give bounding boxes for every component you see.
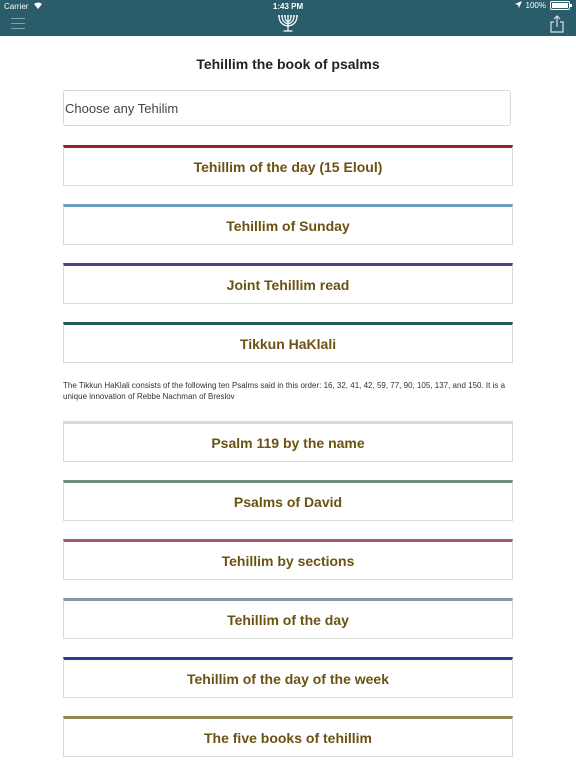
menu-button-label: The five books of tehillim	[203, 729, 373, 746]
share-icon[interactable]	[550, 15, 564, 33]
menu-button[interactable]	[63, 598, 513, 639]
menorah-logo-icon	[276, 14, 300, 34]
menu-button[interactable]	[63, 204, 513, 245]
menu-button[interactable]	[63, 322, 513, 363]
hamburger-menu-icon[interactable]	[11, 18, 25, 30]
menu-button-label: Tehillim by sections	[221, 552, 355, 569]
battery-percent: 100%	[525, 1, 546, 10]
menu-button-label: Joint Tehillim read	[226, 276, 350, 293]
location-arrow-icon	[515, 1, 522, 10]
search-field[interactable]	[63, 90, 511, 126]
status-time: 1:43 PM	[272, 2, 304, 11]
menu-button[interactable]	[63, 539, 513, 580]
menu-button[interactable]	[63, 480, 513, 521]
tikkun-haklali-description: The Tikkun HaKlali consists of the following ten Psalms said in this order: 16, 32, 41, 42, 59, 77, 90, 105, 137, and 150. It is a unique innovation of Rebbe Nachman of Breslov	[63, 381, 506, 401]
navigation-bar	[0, 13, 576, 36]
carrier-label: Carrier	[4, 2, 29, 11]
page-title: Tehillim the book of psalms	[196, 56, 380, 72]
menu-button[interactable]	[63, 657, 513, 698]
menu-button-label: Tehillim of the day	[227, 611, 349, 628]
menu-button[interactable]	[63, 263, 513, 304]
menu-button[interactable]	[63, 716, 513, 757]
menu-button-label: Tehillim of the day of the week	[187, 670, 389, 687]
status-bar	[0, 0, 576, 13]
menu-button-label: Tehillim of the day (15 Eloul)	[193, 158, 383, 175]
menu-button-label: Psalms of David	[233, 493, 343, 510]
tehilim-search-input[interactable]	[64, 91, 510, 125]
menu-button-label: Psalm 119 by the name	[211, 434, 365, 451]
menu-button-label: Tikkun HaKlali	[239, 335, 337, 352]
menu-button[interactable]	[63, 421, 513, 462]
menu-button[interactable]	[63, 145, 513, 186]
menu-button-label: Tehillim of Sunday	[226, 217, 350, 234]
battery-icon	[550, 1, 570, 10]
